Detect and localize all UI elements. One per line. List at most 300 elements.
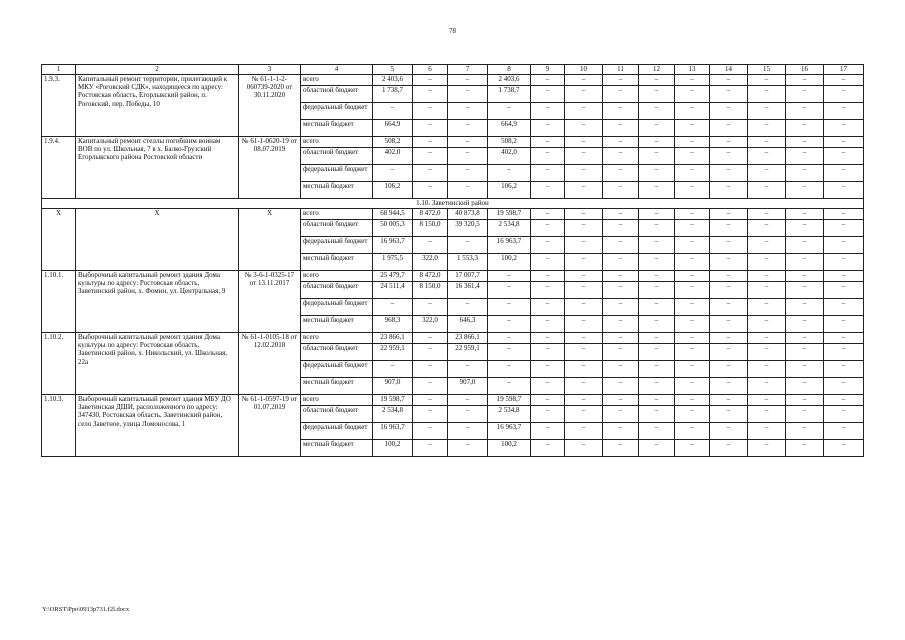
amount-cell: – [565, 271, 603, 282]
amount-cell: – [603, 361, 639, 378]
budget-type: местный бюджет [301, 440, 373, 457]
amount-cell: – [488, 103, 531, 120]
amount-cell: 16 963,7 [488, 423, 531, 440]
amount-cell: – [565, 440, 603, 457]
amount-cell: 100,2 [373, 440, 413, 457]
table-row [42, 75, 864, 86]
amount-cell: – [639, 254, 675, 271]
amount-cell: – [786, 361, 824, 378]
amount-cell: – [413, 299, 448, 316]
amount-cell: – [786, 282, 824, 299]
amount-cell: – [565, 395, 603, 406]
amount-cell: – [531, 254, 565, 271]
budget-type: всего [301, 333, 373, 344]
amount-cell: – [488, 361, 531, 378]
budget-type: федеральный бюджет [301, 165, 373, 182]
amount-cell: – [675, 75, 710, 86]
amount-cell: – [448, 182, 488, 199]
amount-cell: – [824, 220, 864, 237]
amount-cell: 2 534,8 [488, 406, 531, 423]
amount-cell: – [448, 440, 488, 457]
amount-cell: 8 472,0 [413, 209, 448, 220]
amount-cell: – [448, 299, 488, 316]
amount-cell: – [675, 165, 710, 182]
budget-type: местный бюджет [301, 378, 373, 395]
amount-cell: – [786, 254, 824, 271]
amount-cell: – [786, 165, 824, 182]
amount-cell: – [639, 299, 675, 316]
amount-cell: – [488, 299, 531, 316]
amount-cell: 8 150,0 [413, 220, 448, 237]
amount-cell: – [748, 120, 786, 137]
project-name: Капитальный ремонт стеллы погибшим воинам ВОВ по ул. Школьная, 7 в х. Балко-Грузский Егорлыкского района Ростовской области [76, 137, 239, 199]
amount-cell: – [748, 75, 786, 86]
amount-cell: – [565, 137, 603, 148]
amount-cell: – [824, 120, 864, 137]
amount-cell: – [710, 271, 748, 282]
amount-cell: – [748, 148, 786, 165]
amount-cell: 19 598,7 [373, 395, 413, 406]
amount-cell: – [531, 120, 565, 137]
amount-cell: – [531, 148, 565, 165]
amount-cell: – [639, 103, 675, 120]
column-number-cell: 12 [639, 65, 675, 75]
amount-cell: 40 873,8 [448, 209, 488, 220]
amount-cell: 39 320,5 [448, 220, 488, 237]
amount-cell: – [565, 254, 603, 271]
amount-cell: – [748, 406, 786, 423]
amount-cell: – [565, 182, 603, 199]
amount-cell: 508,2 [373, 137, 413, 148]
table-row [42, 137, 864, 148]
amount-cell: – [824, 165, 864, 182]
amount-cell: – [675, 333, 710, 344]
amount-cell: 2 534,8 [373, 406, 413, 423]
amount-cell: – [786, 440, 824, 457]
amount-cell: – [565, 333, 603, 344]
amount-cell: – [531, 75, 565, 86]
project-document: № 61-1-0105-18 от 12.02.2018 [239, 333, 301, 395]
amount-cell: – [413, 148, 448, 165]
amount-cell: – [675, 120, 710, 137]
amount-cell: – [448, 148, 488, 165]
amount-cell: – [603, 378, 639, 395]
amount-cell: – [675, 423, 710, 440]
amount-cell: – [748, 440, 786, 457]
amount-cell: – [603, 423, 639, 440]
amount-cell: – [748, 316, 786, 333]
amount-cell: – [675, 316, 710, 333]
amount-cell: 907,0 [373, 378, 413, 395]
amount-cell: – [565, 220, 603, 237]
project-number: Х [42, 209, 76, 271]
amount-cell: – [448, 75, 488, 86]
amount-cell: 22 959,1 [373, 344, 413, 361]
amount-cell: – [748, 282, 786, 299]
amount-cell: 1 738,7 [488, 86, 531, 103]
budget-type: областной бюджет [301, 220, 373, 237]
amount-cell: – [603, 137, 639, 148]
column-number-cell: 17 [824, 65, 864, 75]
amount-cell: – [748, 423, 786, 440]
project-document: № 61-1-0597-19 от 01.07.2019 [239, 395, 301, 457]
amount-cell: – [675, 254, 710, 271]
budget-type: местный бюджет [301, 254, 373, 271]
amount-cell: – [786, 148, 824, 165]
amount-cell: 24 511,4 [373, 282, 413, 299]
project-name: Х [76, 209, 239, 271]
project-number: 1.9.4. [42, 137, 76, 199]
amount-cell: – [675, 86, 710, 103]
amount-cell: 907,0 [448, 378, 488, 395]
amount-cell: 16 963,7 [488, 237, 531, 254]
amount-cell: – [710, 316, 748, 333]
amount-cell: – [413, 165, 448, 182]
amount-cell: – [413, 120, 448, 137]
amount-cell: – [710, 440, 748, 457]
amount-cell: – [748, 103, 786, 120]
amount-cell: – [710, 333, 748, 344]
amount-cell: – [565, 165, 603, 182]
project-name: Капитальный ремонт территории, прилегающей к МКУ «Роговский СДК», находящееся по адресу: Ростовская область, Егорлыкский район, п. Роговский, пер. Победы, 10 [76, 75, 239, 137]
amount-cell: – [675, 378, 710, 395]
column-number-cell: 1 [42, 65, 76, 75]
budget-type: федеральный бюджет [301, 361, 373, 378]
project-document: № 61-1-1-2-060739-2020 от 30.11.2020 [239, 75, 301, 137]
column-number-cell: 6 [413, 65, 448, 75]
column-number-cell: 13 [675, 65, 710, 75]
amount-cell: – [488, 333, 531, 344]
amount-cell: – [531, 316, 565, 333]
amount-cell: – [639, 282, 675, 299]
amount-cell: – [413, 378, 448, 395]
amount-cell: – [531, 282, 565, 299]
amount-cell: – [603, 220, 639, 237]
amount-cell: – [675, 440, 710, 457]
amount-cell: – [488, 316, 531, 333]
amount-cell: – [824, 271, 864, 282]
amount-cell: – [373, 361, 413, 378]
amount-cell: – [710, 361, 748, 378]
amount-cell: – [639, 316, 675, 333]
amount-cell: – [675, 220, 710, 237]
amount-cell: – [531, 86, 565, 103]
amount-cell: – [824, 299, 864, 316]
amount-cell: – [824, 282, 864, 299]
amount-cell: – [639, 120, 675, 137]
column-number-cell: 10 [565, 65, 603, 75]
budget-type: областной бюджет [301, 406, 373, 423]
amount-cell: – [824, 395, 864, 406]
amount-cell: – [824, 86, 864, 103]
amount-cell: – [824, 378, 864, 395]
amount-cell: – [603, 165, 639, 182]
amount-cell: – [786, 209, 824, 220]
amount-cell: 1 553,3 [448, 254, 488, 271]
amount-cell: – [603, 209, 639, 220]
project-number: 1.10.2. [42, 333, 76, 395]
amount-cell: – [603, 333, 639, 344]
amount-cell: – [565, 86, 603, 103]
amount-cell: 17 007,7 [448, 271, 488, 282]
amount-cell: – [603, 254, 639, 271]
amount-cell: 664,9 [373, 120, 413, 137]
amount-cell: – [675, 271, 710, 282]
column-number-row [42, 65, 864, 75]
amount-cell: 2 403,6 [373, 75, 413, 86]
amount-cell: – [488, 344, 531, 361]
amount-cell: – [565, 361, 603, 378]
amount-cell: 322,0 [413, 316, 448, 333]
amount-cell: – [565, 299, 603, 316]
project-document: № 3-6-1-0325-17 от 13.11.2017 [239, 271, 301, 333]
amount-cell: – [603, 120, 639, 137]
amount-cell: – [603, 148, 639, 165]
amount-cell: – [603, 344, 639, 361]
amount-cell: – [531, 209, 565, 220]
amount-cell: – [448, 361, 488, 378]
amount-cell: – [675, 237, 710, 254]
amount-cell: – [748, 165, 786, 182]
amount-cell: – [824, 209, 864, 220]
amount-cell: – [824, 103, 864, 120]
amount-cell: – [710, 103, 748, 120]
amount-cell: – [413, 333, 448, 344]
amount-cell: – [786, 299, 824, 316]
amount-cell: – [639, 148, 675, 165]
amount-cell: – [531, 423, 565, 440]
amount-cell: – [748, 86, 786, 103]
amount-cell: 2 534,8 [488, 220, 531, 237]
amount-cell: 16 963,7 [373, 423, 413, 440]
amount-cell: 23 866,1 [373, 333, 413, 344]
amount-cell: – [748, 220, 786, 237]
amount-cell: – [675, 209, 710, 220]
amount-cell: – [786, 75, 824, 86]
amount-cell: – [824, 254, 864, 271]
amount-cell: – [675, 395, 710, 406]
amount-cell: – [603, 75, 639, 86]
amount-cell: – [639, 271, 675, 282]
amount-cell: 8 150,0 [413, 282, 448, 299]
table-row [42, 209, 864, 220]
amount-cell: – [675, 406, 710, 423]
amount-cell: 106,2 [488, 182, 531, 199]
amount-cell: – [748, 299, 786, 316]
page-number: 78 [449, 27, 456, 35]
project-number: 1.10.1. [42, 271, 76, 333]
amount-cell: – [413, 182, 448, 199]
amount-cell: – [675, 137, 710, 148]
amount-cell: – [639, 182, 675, 199]
amount-cell: – [824, 333, 864, 344]
column-number-cell: 8 [488, 65, 531, 75]
amount-cell: – [565, 316, 603, 333]
column-number-cell: 15 [748, 65, 786, 75]
amount-cell: – [639, 344, 675, 361]
amount-cell: 664,9 [488, 120, 531, 137]
amount-cell: – [786, 395, 824, 406]
amount-cell: – [710, 137, 748, 148]
amount-cell: 322,0 [413, 254, 448, 271]
amount-cell: – [748, 237, 786, 254]
table-row [42, 395, 864, 406]
amount-cell: – [786, 423, 824, 440]
amount-cell: – [565, 103, 603, 120]
amount-cell: – [824, 406, 864, 423]
amount-cell: – [639, 378, 675, 395]
amount-cell: – [531, 137, 565, 148]
amount-cell: – [710, 165, 748, 182]
amount-cell: – [531, 103, 565, 120]
project-name: Выборочный капитальный ремонт здания Дома культуры по адресу: Ростовская область, Заветинский район, х. Фомин, ул. Центральная, 9 [76, 271, 239, 333]
column-number-cell: 14 [710, 65, 748, 75]
amount-cell: – [786, 271, 824, 282]
amount-cell: – [639, 406, 675, 423]
amount-cell: – [531, 395, 565, 406]
project-number: 1.10.3. [42, 395, 76, 457]
amount-cell: – [448, 406, 488, 423]
amount-cell: 100,2 [488, 254, 531, 271]
amount-cell: – [710, 406, 748, 423]
amount-cell: 16 361,4 [448, 282, 488, 299]
amount-cell: – [531, 271, 565, 282]
amount-cell: – [448, 165, 488, 182]
amount-cell: – [413, 344, 448, 361]
amount-cell: – [824, 237, 864, 254]
amount-cell: – [603, 440, 639, 457]
amount-cell: – [748, 271, 786, 282]
amount-cell: – [531, 406, 565, 423]
column-number-cell: 3 [239, 65, 301, 75]
budget-type: местный бюджет [301, 182, 373, 199]
amount-cell: – [748, 333, 786, 344]
amount-cell: – [675, 148, 710, 165]
amount-cell: – [488, 271, 531, 282]
amount-cell: – [710, 120, 748, 137]
amount-cell: – [786, 344, 824, 361]
amount-cell: – [639, 395, 675, 406]
amount-cell: – [786, 103, 824, 120]
amount-cell: – [565, 75, 603, 86]
budget-table-body [42, 65, 864, 457]
amount-cell: – [824, 316, 864, 333]
amount-cell: – [603, 182, 639, 199]
column-number-cell: 5 [373, 65, 413, 75]
amount-cell: – [448, 86, 488, 103]
budget-type: федеральный бюджет [301, 103, 373, 120]
amount-cell: – [531, 165, 565, 182]
amount-cell: – [786, 86, 824, 103]
budget-type: областной бюджет [301, 344, 373, 361]
amount-cell: – [710, 209, 748, 220]
table-row [42, 271, 864, 282]
amount-cell: – [710, 423, 748, 440]
amount-cell: – [710, 344, 748, 361]
budget-type: всего [301, 209, 373, 220]
amount-cell: 16 963,7 [373, 237, 413, 254]
amount-cell: – [639, 423, 675, 440]
amount-cell: – [748, 137, 786, 148]
amount-cell: – [448, 137, 488, 148]
amount-cell: – [824, 361, 864, 378]
footer-file-path: Y:\ORST\Ppo\0913p731.f2l.docx [42, 606, 130, 613]
budget-type: всего [301, 75, 373, 86]
amount-cell: – [675, 103, 710, 120]
amount-cell: – [448, 120, 488, 137]
project-document: Х [239, 209, 301, 271]
amount-cell: – [413, 361, 448, 378]
amount-cell: – [710, 220, 748, 237]
amount-cell: – [603, 406, 639, 423]
amount-cell: – [565, 120, 603, 137]
amount-cell: 8 472,0 [413, 271, 448, 282]
amount-cell: – [639, 137, 675, 148]
amount-cell: – [413, 75, 448, 86]
amount-cell: – [373, 299, 413, 316]
amount-cell: 19 598,7 [488, 395, 531, 406]
amount-cell: – [373, 103, 413, 120]
amount-cell: – [824, 137, 864, 148]
amount-cell: – [675, 282, 710, 299]
amount-cell: – [824, 182, 864, 199]
amount-cell: – [603, 237, 639, 254]
amount-cell: – [786, 237, 824, 254]
amount-cell: 25 479,7 [373, 271, 413, 282]
amount-cell: – [786, 182, 824, 199]
amount-cell: – [786, 406, 824, 423]
amount-cell: – [413, 395, 448, 406]
amount-cell: – [748, 378, 786, 395]
budget-type: областной бюджет [301, 282, 373, 299]
amount-cell: – [603, 395, 639, 406]
amount-cell: – [488, 165, 531, 182]
amount-cell: – [786, 316, 824, 333]
amount-cell: – [748, 361, 786, 378]
amount-cell: – [675, 182, 710, 199]
amount-cell: – [748, 254, 786, 271]
amount-cell: 2 403,6 [488, 75, 531, 86]
column-number-cell: 16 [786, 65, 824, 75]
column-number-cell: 7 [448, 65, 488, 75]
amount-cell: 402,0 [373, 148, 413, 165]
budget-type: местный бюджет [301, 316, 373, 333]
amount-cell: 646,3 [448, 316, 488, 333]
amount-cell: – [710, 378, 748, 395]
amount-cell: – [710, 395, 748, 406]
amount-cell: – [488, 282, 531, 299]
amount-cell: 100,2 [488, 440, 531, 457]
amount-cell: – [603, 271, 639, 282]
amount-cell: 23 866,1 [448, 333, 488, 344]
amount-cell: – [448, 103, 488, 120]
district-title: 1.10. Заветинский район [42, 199, 864, 209]
amount-cell: – [413, 237, 448, 254]
amount-cell: 50 005,3 [373, 220, 413, 237]
amount-cell: – [639, 220, 675, 237]
amount-cell: – [639, 75, 675, 86]
amount-cell: – [413, 440, 448, 457]
amount-cell: – [710, 299, 748, 316]
amount-cell: – [531, 299, 565, 316]
amount-cell: – [675, 344, 710, 361]
amount-cell: 22 959,1 [448, 344, 488, 361]
amount-cell: – [710, 254, 748, 271]
column-number-cell: 2 [76, 65, 239, 75]
amount-cell: – [786, 333, 824, 344]
amount-cell: – [786, 137, 824, 148]
amount-cell: – [603, 299, 639, 316]
